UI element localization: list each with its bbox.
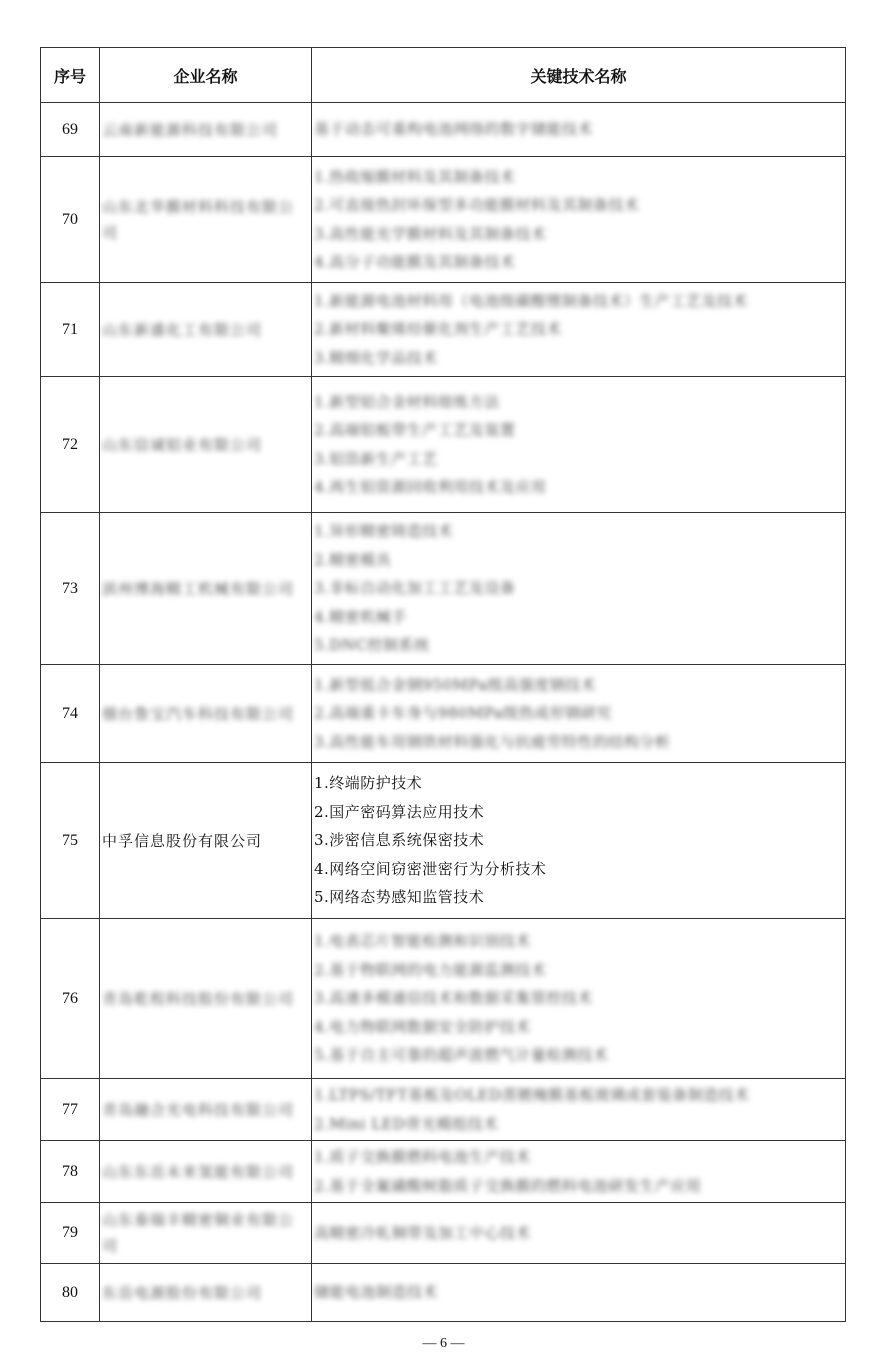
technology-item: 1.异形精密铸造技术 <box>314 522 454 541</box>
row-index: 74 <box>41 665 100 763</box>
technology-item: 4.精密机械手 <box>314 607 407 626</box>
technology-list <box>312 1264 846 1322</box>
row-index: 77 <box>41 1079 100 1141</box>
technology-item: 5.基于自主可靠的超声波燃气计量检测技术 <box>314 1046 609 1065</box>
table-row <box>41 157 846 283</box>
technology-item: 3.铝箔新生产工艺 <box>314 449 438 468</box>
company-name: 山东信诚铝业有限公司 <box>100 377 312 513</box>
technology-list <box>312 1203 846 1264</box>
technology-list <box>312 103 846 157</box>
technology-item: 3.高速多模通信技术和数据采集管控技术 <box>314 989 593 1008</box>
company-name: 青岛乾程科技股份有限公司 <box>100 919 312 1079</box>
technology-list <box>312 763 846 919</box>
table-row <box>41 1264 846 1322</box>
technology-item: 1.LTPS/TFT基板及OLED蒸镀掩膜基板玻璃成套装备制造技术 <box>314 1086 750 1104</box>
technology-item: 1.终端防护技术 <box>314 774 423 793</box>
technology-item: 储能电池制造技术 <box>314 1283 439 1302</box>
row-index: 80 <box>41 1264 100 1322</box>
technology-list <box>312 513 846 665</box>
technology-item: 3.非标自动化加工工艺及设备 <box>314 579 516 598</box>
company-name: 青岛融合光电科技有限公司 <box>100 1079 312 1141</box>
row-index: 75 <box>41 763 100 919</box>
header-company: 企业名称 <box>100 48 312 103</box>
technology-item: 2.国产密码算法应用技术 <box>314 802 485 821</box>
table-row <box>41 1203 846 1264</box>
technology-item: 5.DNC控制系统 <box>314 636 430 655</box>
table-row <box>41 1079 846 1141</box>
company-name: 滨州博海精工机械有限公司 <box>100 513 312 665</box>
page-number: — 6 — <box>422 1336 465 1351</box>
technology-item: 2.高端铝板带生产工艺及装置 <box>314 421 516 439</box>
technology-item: 3.涉密信息系统保密技术 <box>314 831 485 850</box>
technology-list <box>312 665 846 763</box>
table-row <box>41 513 846 665</box>
technology-item: 3.精细化学品技术 <box>314 348 438 367</box>
technology-item: 2.基于全氟磺酸树脂质子交换膜的燃料电池研发生产应用 <box>314 1176 702 1195</box>
table-row <box>41 103 846 157</box>
row-index: 71 <box>41 283 100 377</box>
technology-item: 1.新型铝合金材料熔炼方法 <box>314 392 500 411</box>
technology-item: 4.再生铝资源回收利用技术及应用 <box>314 478 547 496</box>
technology-item: 4.网络空间窃密泄密行为分析技术 <box>314 859 547 878</box>
company-name: 东岳电源股份有限公司 <box>100 1264 312 1322</box>
table-row <box>41 665 846 763</box>
technology-list <box>312 283 846 377</box>
technology-item: 1.质子交换膜燃料电池生产技术 <box>314 1148 531 1166</box>
row-index: 78 <box>41 1141 100 1203</box>
technology-list <box>312 377 846 513</box>
technology-item: 2.高端重卡车身与980MPa级热成形钢研究 <box>314 704 612 723</box>
company-name: 山东北华膜材料科技有限公司 <box>100 157 312 283</box>
row-index: 73 <box>41 513 100 665</box>
technology-item: 2.可直接热封环保型多功能膜材料及其制备技术 <box>314 196 640 214</box>
technology-item: 2.Mini LED背光模组技术 <box>314 1114 499 1133</box>
technology-list <box>312 919 846 1079</box>
table-row <box>41 283 846 377</box>
table-header-row <box>41 48 846 103</box>
technology-item: 2.基于物联网的电力能源监测技术 <box>314 960 547 979</box>
company-name: 山东泰瑞丰精密铜业有限公司 <box>100 1203 312 1264</box>
technology-item: 5.网络态势感知监管技术 <box>314 888 485 907</box>
technology-item: 1.新能源电池材料用（电池级碳酸锂制备技术）生产工艺及技术 <box>314 291 748 310</box>
technology-item: 3.高性能光学膜材料及其制备技术 <box>314 224 547 243</box>
row-index: 70 <box>41 157 100 283</box>
technology-item: 1.新型低合金钢950MPa级高强度钢技术 <box>314 675 597 694</box>
header-index: 序号 <box>41 48 100 103</box>
table-row <box>41 1141 846 1203</box>
table-row <box>41 377 846 513</box>
technology-item: 2.精密模具 <box>314 550 392 569</box>
technology-list <box>312 157 846 283</box>
row-index: 72 <box>41 377 100 513</box>
company-name: 山东东岳未来氢能有限公司 <box>100 1141 312 1203</box>
technology-item: 3.高性能车用钢铁材料强化与抗疲劳特性的结构分析 <box>314 732 671 751</box>
company-name: 云南新能源科技有限公司 <box>100 103 312 157</box>
technology-item: 2.新材料聚烯烃催化剂生产工艺技术 <box>314 320 562 339</box>
company-name: 中孚信息股份有限公司 <box>100 763 312 919</box>
company-name: 烟台鲁宝汽车科技有限公司 <box>100 665 312 763</box>
technology-list <box>312 1079 846 1141</box>
company-name: 山东新盛化工有限公司 <box>100 283 312 377</box>
enterprise-tech-table <box>40 47 846 1322</box>
row-index: 76 <box>41 919 100 1079</box>
row-index: 69 <box>41 103 100 157</box>
table-row <box>41 763 846 919</box>
technology-list <box>312 1141 846 1203</box>
header-technology: 关键技术名称 <box>312 48 846 103</box>
technology-item: 1.电表芯片智能检测和识别技术 <box>314 932 531 951</box>
technology-item: 基于动态可重构电池网络的数字储能技术 <box>314 120 594 139</box>
row-index: 79 <box>41 1203 100 1264</box>
technology-item: 高精密冷轧铜带及加工中心技术 <box>314 1223 532 1242</box>
table-row <box>41 919 846 1079</box>
technology-item: 1.热收缩膜材料及其制备技术 <box>314 167 516 186</box>
technology-item: 4.高分子功能膜及其制备技术 <box>314 253 516 271</box>
technology-item: 4.电力物联网数据安全防护技术 <box>314 1017 531 1036</box>
